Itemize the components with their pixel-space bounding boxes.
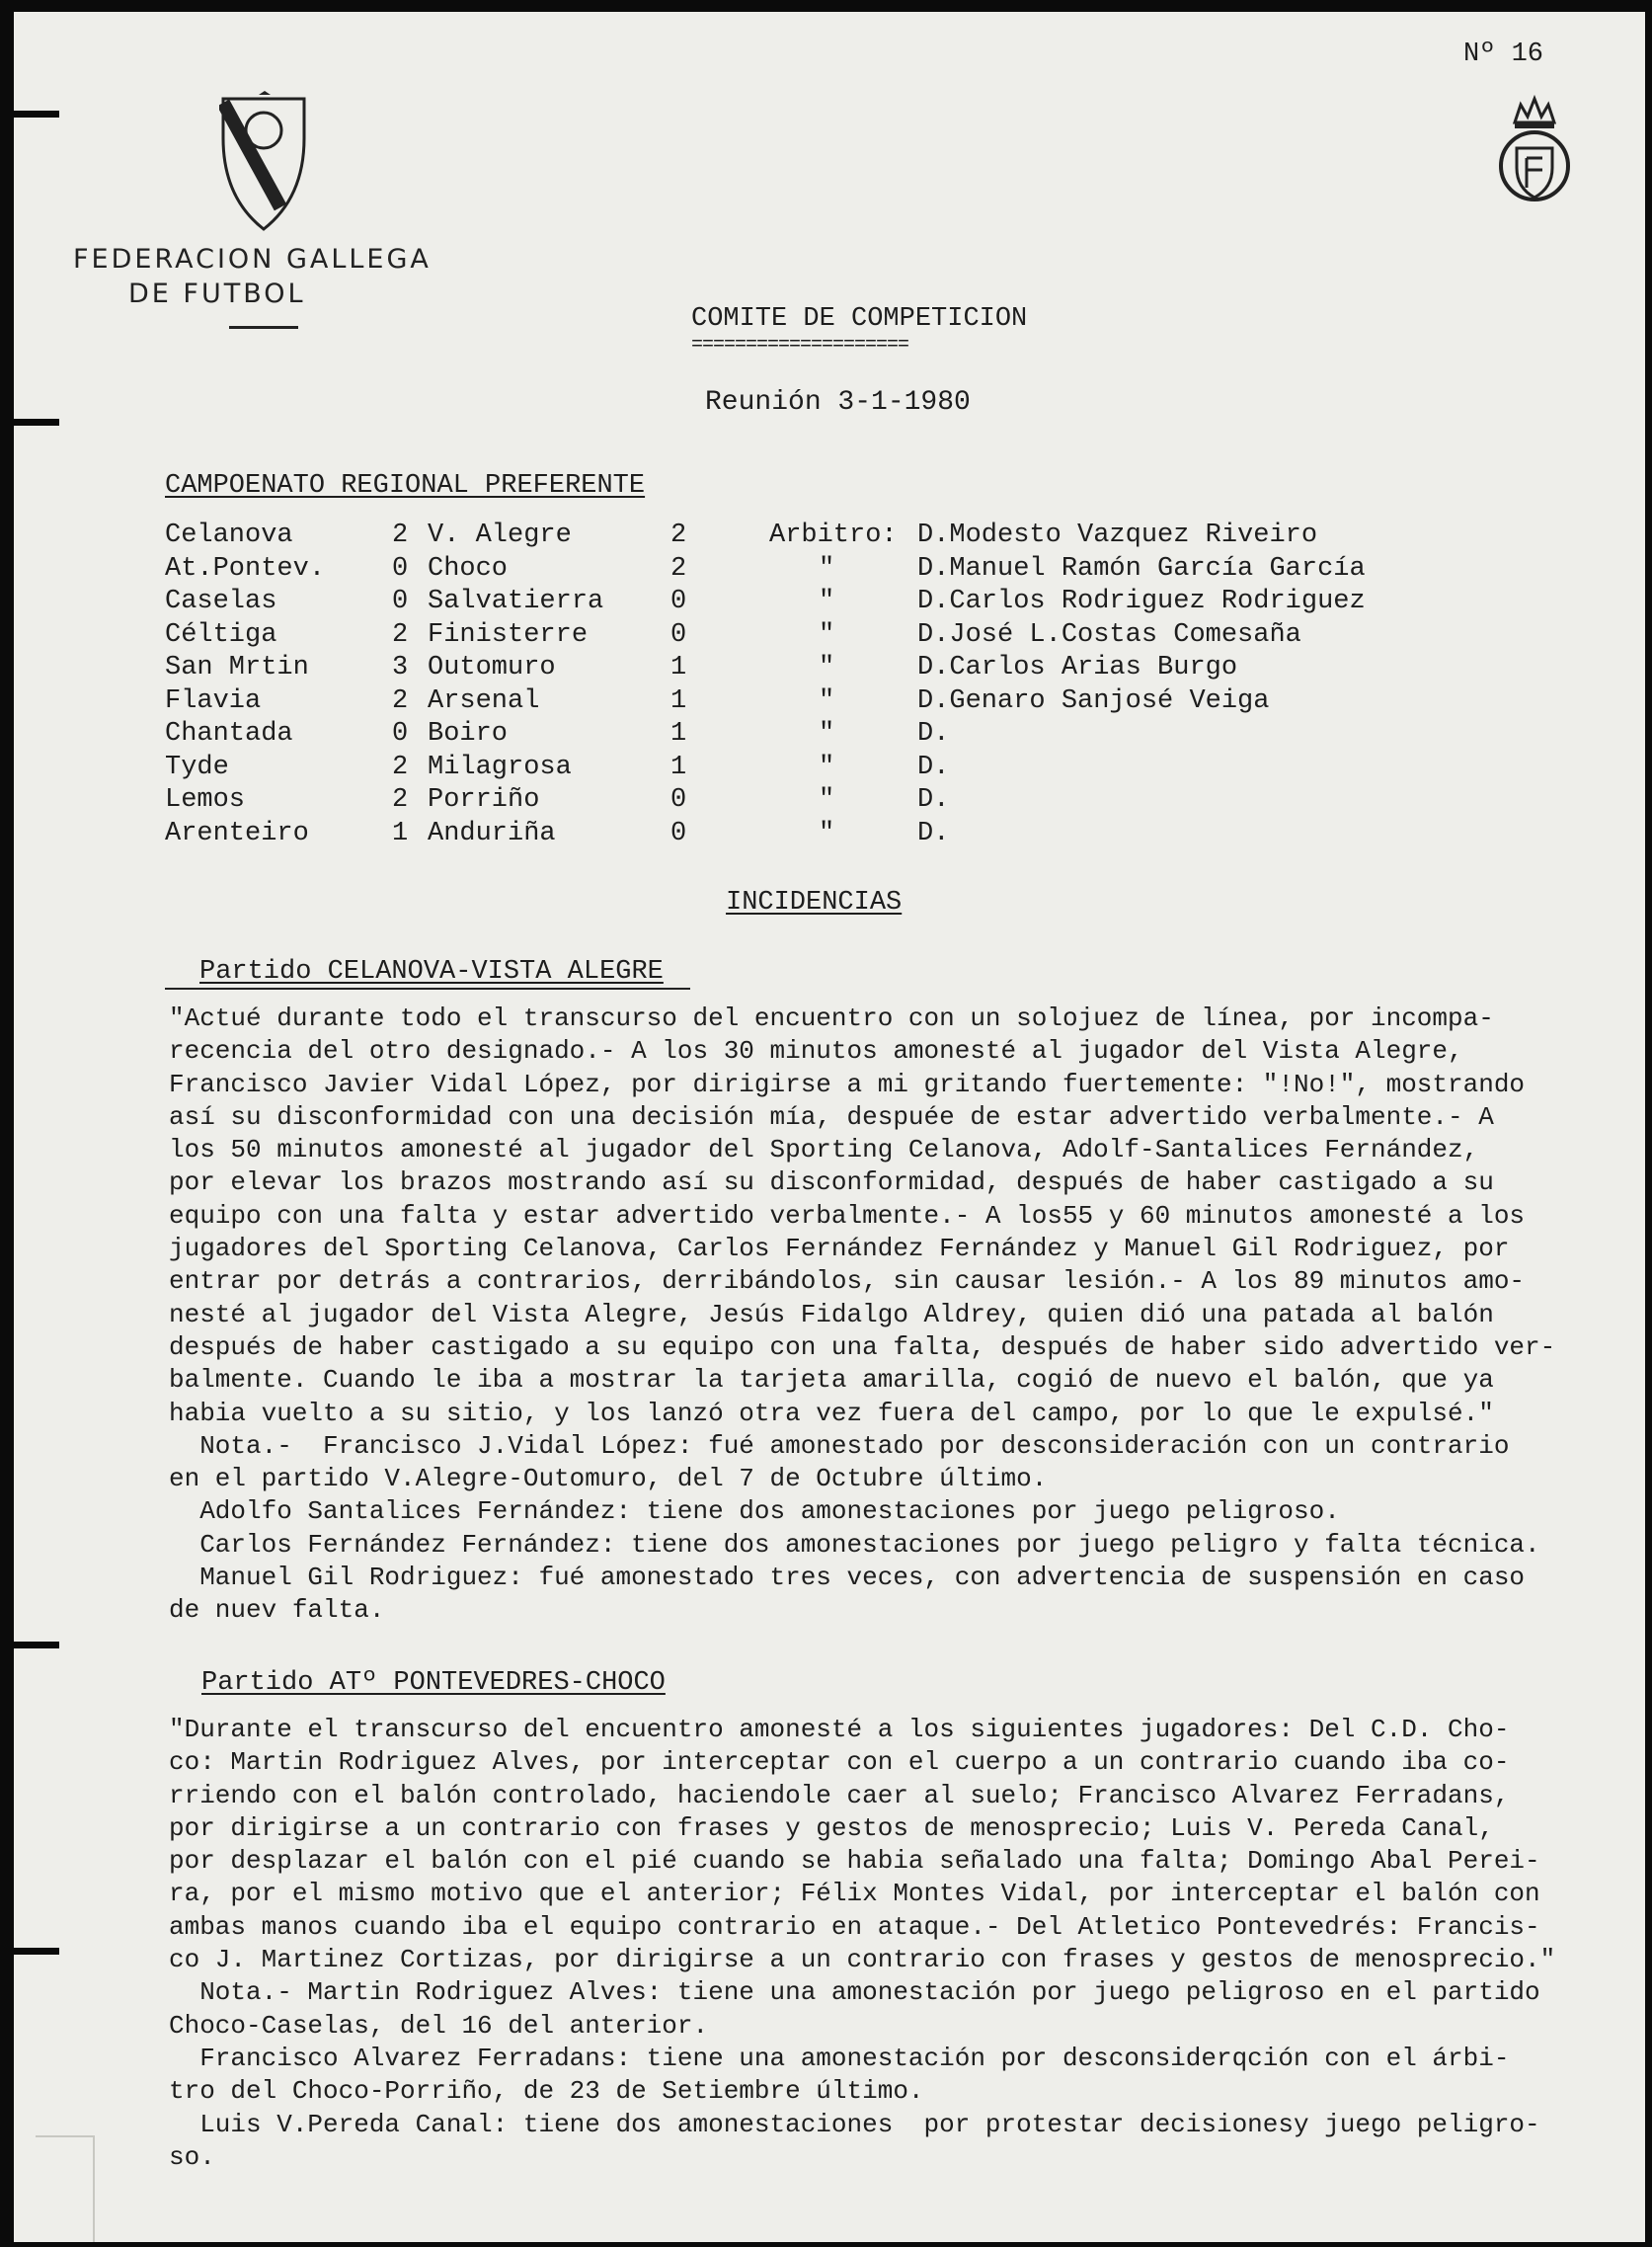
referee-label: Arbitro:: [769, 521, 898, 550]
ditto-mark: ": [819, 785, 835, 815]
report-line: entrar por detrás a contrarios, derribándolos, sin causar lesión.- A los 89 minutos amo-: [169, 1266, 1526, 1297]
report-line: rriendo con el balón controlado, haciendole caer al suelo; Francisco Alvarez Ferradans,: [169, 1780, 1510, 1810]
result-row: [165, 587, 1449, 620]
document-number: Nº 16: [1463, 40, 1544, 69]
referee-name: D.Carlos Rodriguez Rodriguez: [917, 587, 1366, 616]
away-team: Salvatierra: [428, 587, 604, 616]
match1-report: [169, 1003, 1640, 1628]
result-row: [165, 653, 1449, 686]
ditto-mark: ": [819, 719, 835, 749]
result-row: [165, 620, 1449, 654]
away-score: 1: [670, 685, 687, 716]
referee-name: D.José L.Costas Comesaña: [917, 619, 1301, 650]
report-line: co J. Martinez Cortizas, por dirigirse a un contrario con frases y gestos de menosprecio.": [169, 1945, 1556, 1975]
result-row: [165, 686, 1449, 720]
note-line: Adolfo Santalices Fernández: tiene dos amonestaciones por juego peligroso.: [169, 1496, 1340, 1527]
punch-hole-mark: [14, 1642, 59, 1648]
report-line: balmente. Cuando le iba a mostrar la tarjeta amarilla, cogió de nuevo el balón, que ya: [169, 1365, 1494, 1396]
away-score: 1: [670, 653, 687, 682]
incidents-heading: INCIDENCIAS: [726, 888, 903, 918]
match-heading-rule: [165, 988, 690, 990]
result-row: [165, 819, 1449, 852]
home-team: Céltiga: [165, 619, 277, 650]
report-line: ambas manos cuando iba el equipo contrario en ataque.- Del Atletico Pontevedrés: Francis-: [169, 1911, 1540, 1942]
away-score: 0: [670, 818, 687, 848]
championship-title: CAMPOENATO REGIONAL PREFERENTE: [165, 471, 646, 501]
report-line: jugadores del Sporting Celanova, Carlos Fernández Fernández y Manuel Gil Rodriguez, por: [169, 1234, 1510, 1264]
away-score: 0: [670, 619, 687, 650]
header-divider: [229, 326, 298, 329]
report-line: co: Martin Rodriguez Alves, por interceptar con el cuerpo a un contrario cuando iba co-: [169, 1747, 1510, 1778]
note-line: en el partido V.Alegre-Outomuro, del 7 de Octubre último.: [169, 1464, 1048, 1494]
away-team: Outomuro: [428, 653, 556, 682]
federation-name-line2: DE FUTBOL: [128, 279, 306, 309]
match-heading-choco: Partido ATº PONTEVEDRES-CHOCO: [201, 1668, 666, 1698]
referee-name: D.Carlos Arias Burgo: [917, 653, 1238, 682]
away-score: 2: [670, 521, 687, 550]
home-team: At.Pontev.: [165, 553, 326, 584]
away-team: Arsenal: [428, 685, 540, 716]
home-team: Flavia: [165, 685, 262, 716]
note-line: Manuel Gil Rodriguez: fué amonestado tres veces, con advertencia de suspensión en caso: [169, 1563, 1526, 1593]
referee-name: D.Manuel Ramón García García: [917, 553, 1366, 584]
title-rule: ====================: [691, 334, 909, 357]
note-line: tro del Choco-Porriño, de 23 de Setiembre último.: [169, 2076, 924, 2107]
away-team: Choco: [428, 553, 509, 584]
home-team: San Mrtin: [165, 653, 309, 682]
report-line: equipo con una falta y estar advertido verbalmente.- A los55 y 60 minutos amonesté a los: [169, 1200, 1526, 1231]
away-team: Finisterre: [428, 619, 589, 650]
home-score: 3: [392, 653, 409, 682]
rfef-crown-crest: [1495, 93, 1574, 209]
away-team: Milagrosa: [428, 752, 572, 782]
note-line: Carlos Fernández Fernández: tiene dos amonestaciones por juego peligro y falta técnica.: [169, 1529, 1540, 1560]
report-line: "Durante el transcurso del encuentro amonesté a los siguientes jugadores: Del C.D. Cho-: [169, 1715, 1510, 1744]
note-line: de nuev falta.: [169, 1595, 385, 1626]
referee-name: D.: [917, 719, 950, 749]
report-line: después de haber castigado a su equipo con una falta, después de haber sido advertido ver-: [169, 1331, 1556, 1362]
ditto-mark: ": [819, 818, 835, 848]
home-score: 2: [392, 752, 409, 782]
home-team: Tyde: [165, 752, 229, 782]
note-line: Choco-Caselas, del 16 del anterior.: [169, 2010, 709, 2041]
home-score: 2: [392, 785, 409, 815]
punch-hole-mark: [14, 111, 59, 118]
ditto-mark: ": [819, 752, 835, 782]
punch-hole-mark: [14, 1948, 59, 1955]
home-score: 2: [392, 619, 409, 650]
result-row: [165, 521, 1449, 554]
home-team: Arenteiro: [165, 818, 309, 848]
result-row: [165, 554, 1449, 588]
home-score: 2: [392, 521, 409, 550]
referee-name: D.Genaro Sanjosé Veiga: [917, 685, 1270, 716]
report-line: por desplazar el balón con el pié cuando se habia señalado una falta; Domingo Abal Perei-: [169, 1846, 1540, 1877]
match-heading-celanova: Partido CELANOVA-VISTA ALEGRE: [199, 957, 664, 987]
home-score: 2: [392, 685, 409, 716]
away-team: Boiro: [428, 719, 509, 749]
home-team: Lemos: [165, 785, 246, 815]
referee-name: D.Modesto Vazquez Riveiro: [917, 521, 1318, 550]
result-row: [165, 785, 1449, 819]
report-line: ra, por el mismo motivo que el anterior; Félix Montes Vidal, por interceptar el balón con: [169, 1879, 1540, 1909]
away-team: Anduriña: [428, 818, 556, 848]
ditto-mark: ": [819, 653, 835, 682]
report-line: por elevar los brazos mostrando así su disconformidad, después de haber castigado a su: [169, 1167, 1494, 1198]
note-line: Francisco Alvarez Ferradans: tiene una amonestación por desconsiderqción con el árbi-: [169, 2043, 1510, 2073]
report-line: recencia del otro designado.- A los 30 minutos amonesté al jugador del Vista Alegre,: [169, 1036, 1463, 1067]
home-team: Chantada: [165, 719, 293, 749]
away-score: 0: [670, 785, 687, 815]
ditto-mark: ": [819, 619, 835, 650]
report-line: nesté al jugador del Vista Alegre, Jesús Fidalgo Aldrey, quien dió una patada al balón: [169, 1299, 1494, 1329]
report-line: habia vuelto a su sitio, y los lanzó otra vez fuera del campo, por lo que le expulsé.": [169, 1398, 1494, 1428]
federation-shield-logo: [219, 91, 308, 235]
note-line: so.: [169, 2141, 215, 2172]
committee-title: COMITE DE COMPETICION: [691, 304, 1028, 334]
referee-name: D.: [917, 752, 950, 782]
home-score: 0: [392, 553, 409, 584]
punch-hole-mark: [14, 419, 59, 426]
result-row: [165, 719, 1449, 753]
away-team: V. Alegre: [428, 521, 572, 550]
home-team: Celanova: [165, 521, 293, 550]
report-line: "Actué durante todo el transcurso del encuentro con un solojuez de línea, por incompa-: [169, 1003, 1494, 1033]
away-score: 0: [670, 587, 687, 616]
referee-name: D.: [917, 785, 950, 815]
referee-name: D.: [917, 818, 950, 848]
note-line: Luis V.Pereda Canal: tiene dos amonestaciones por protestar decisionesy juego peligro-: [169, 2109, 1540, 2139]
ditto-mark: ": [819, 553, 835, 584]
home-score: 0: [392, 719, 409, 749]
away-score: 1: [670, 752, 687, 782]
ditto-mark: ": [819, 587, 835, 616]
report-line: por dirigirse a un contrario con frases y gestos de menosprecio; Luis V. Pereda Canal,: [169, 1812, 1494, 1843]
federation-name-line1: FEDERACION GALLEGA: [73, 244, 432, 275]
ditto-mark: ": [819, 685, 835, 716]
home-score: 1: [392, 818, 409, 848]
page-corner-fold: [36, 2135, 95, 2242]
away-score: 1: [670, 719, 687, 749]
report-line: así su disconformidad con una decisión mía, despuée de estar advertido verbalmente.- A: [169, 1101, 1494, 1132]
meeting-date: Reunión 3-1-1980: [705, 387, 971, 418]
document-page: [14, 12, 1645, 2242]
away-team: Porriño: [428, 785, 540, 815]
results-table: [165, 521, 1449, 851]
match2-report: [169, 1714, 1640, 2174]
note-line: Nota.- Martin Rodriguez Alves: tiene una amonestación por juego peligroso en el partido: [169, 1977, 1540, 2008]
report-line: los 50 minutos amonesté al jugador del Sporting Celanova, Adolf-Santalices Fernández,: [169, 1135, 1479, 1165]
away-score: 2: [670, 553, 687, 584]
home-score: 0: [392, 587, 409, 616]
note-line: Nota.- Francisco J.Vidal López: fué amonestado por desconsideración con un contrario: [169, 1430, 1510, 1461]
result-row: [165, 753, 1449, 786]
home-team: Caselas: [165, 587, 277, 616]
report-line: Francisco Javier Vidal López, por dirigirse a mi gritando fuertemente: "!No!", mostrando: [169, 1069, 1526, 1099]
